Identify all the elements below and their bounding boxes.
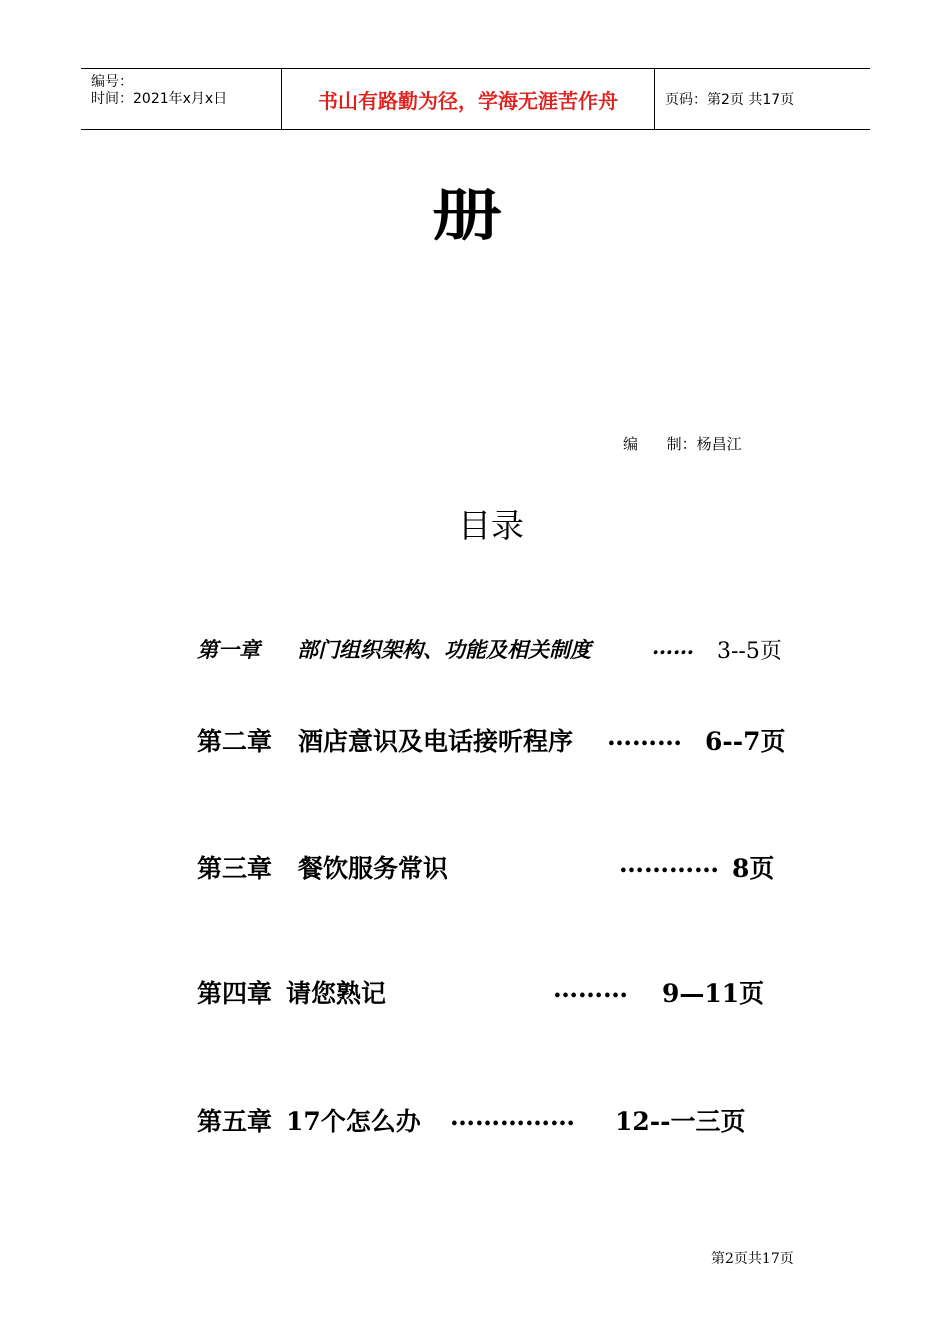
toc-name: 请您熟记 xyxy=(286,979,387,1008)
toc-pages: 12--一三页 xyxy=(615,1107,746,1136)
cover-title-char: 册 xyxy=(432,184,500,249)
toc-name: 餐饮服务常识 xyxy=(298,854,449,883)
toc-dots: …… xyxy=(652,634,694,659)
toc-chapter: 第五章 xyxy=(197,1107,273,1136)
toc-dots: …………… xyxy=(450,1102,575,1131)
header-page-info: 页码：第2页 共17页 xyxy=(665,92,795,108)
number-label: 编号： xyxy=(91,74,133,90)
toc-title: 目录 xyxy=(458,506,524,545)
toc-name: 17个怎么办 xyxy=(286,1107,421,1136)
toc-name: 酒店意识及电话接听程序 xyxy=(298,727,574,756)
toc-dots: ………… xyxy=(619,849,719,878)
toc-pages: 9—11页 xyxy=(662,979,765,1008)
toc-chapter: 第一章 xyxy=(197,637,260,662)
toc-name: 部门组织架构、功能及相关制度 xyxy=(297,637,591,662)
time-label: 时间：2021年x月x日 xyxy=(91,91,228,107)
toc-chapter: 第三章 xyxy=(197,854,273,883)
toc-pages: 6--7页 xyxy=(705,727,786,756)
editor-line: 编 制：杨昌江 xyxy=(623,435,742,453)
toc-dots: ……… xyxy=(553,974,628,1003)
page-header xyxy=(81,68,870,130)
toc-chapter: 第四章 xyxy=(197,979,273,1008)
page-footer: 第2页共17页 xyxy=(711,1251,794,1267)
header-meta-cell xyxy=(81,69,282,129)
toc-chapter: 第二章 xyxy=(197,727,273,756)
toc-pages: 8页 xyxy=(732,854,775,883)
toc-dots: ……… xyxy=(607,722,682,751)
header-motto: 书山有路勤为径，学海无涯苦作舟 xyxy=(282,69,655,129)
toc-pages: 3--5页 xyxy=(717,639,782,664)
